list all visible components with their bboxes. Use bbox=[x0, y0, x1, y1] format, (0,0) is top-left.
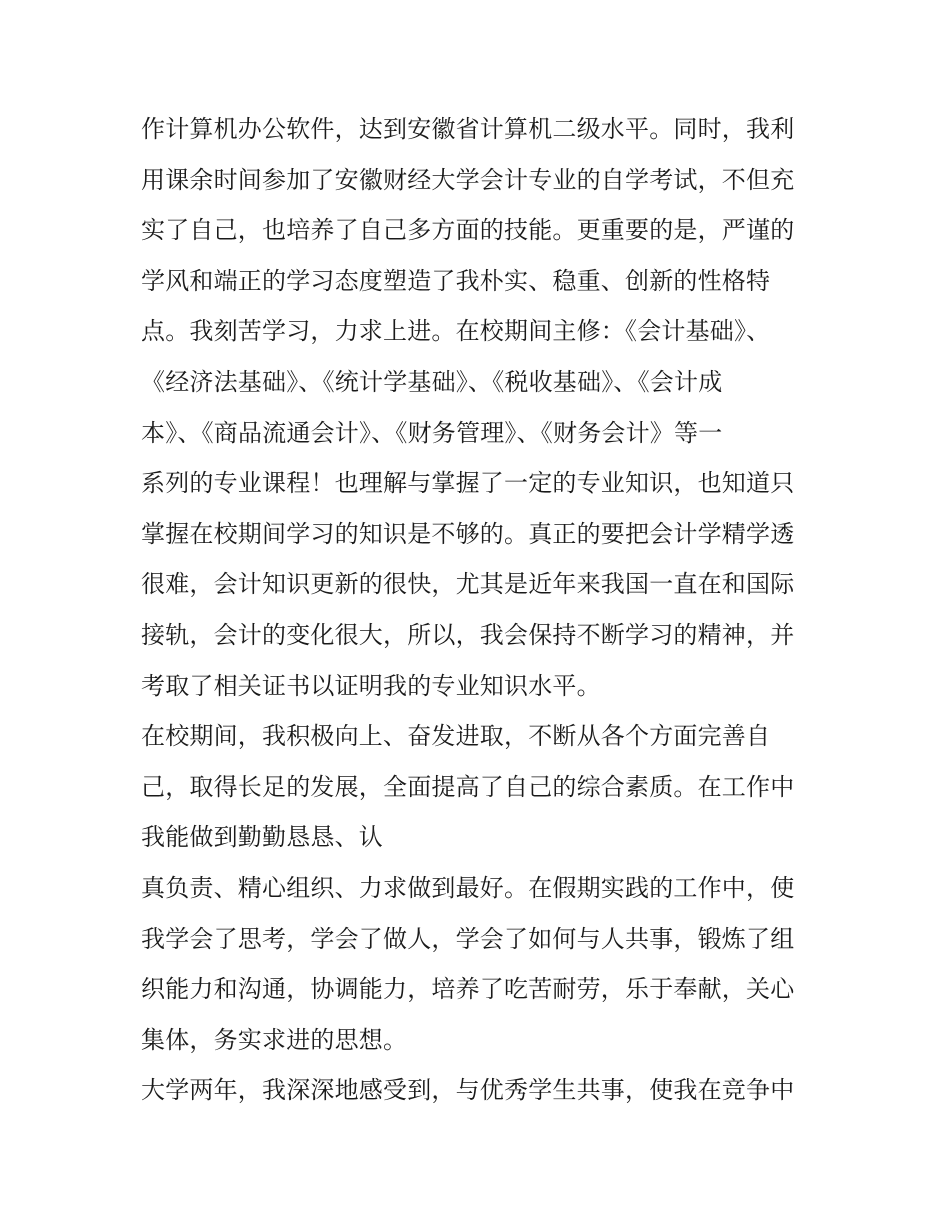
document-body-text bbox=[141, 104, 821, 1116]
text-line: 作计算机办公软件，达到安徽省计算机二级水平。同时，我利 bbox=[141, 115, 795, 143]
text-line: 本》、《商品流通会计》、《财务管理》、《财务会计》等一 bbox=[141, 418, 723, 447]
text-line: 真负责、精心组织、力求做到最好。在假期实践的工作中，使 bbox=[141, 873, 795, 902]
text-line: 很难，会计知识更新的很快，尤其是近年来我国一直在和国际 bbox=[141, 570, 795, 599]
text-line: 用课余时间参加了安徽财经大学会计专业的自学考试，不但充 bbox=[141, 165, 795, 194]
text-line: 大学两年，我深深地感受到，与优秀学生共事，使我在竞争中 bbox=[141, 1076, 795, 1105]
text-line: 织能力和沟通，协调能力，培养了吃苦耐劳，乐于奉献，关心 bbox=[141, 975, 795, 1004]
text-line: 考取了相关证书以证明我的专业知识水平。 bbox=[141, 671, 601, 700]
text-line: 在校期间，我积极向上、奋发进取，不断从各个方面完善自 bbox=[141, 722, 771, 751]
text-line: 点。我刻苦学习，力求上进。在校期间主修：《会计基础》、 bbox=[141, 317, 771, 346]
text-line: 掌握在校期间学习的知识是不够的。真正的要把会计学精学透 bbox=[141, 519, 795, 548]
text-line: 系列的专业课程！也理解与掌握了一定的专业知识，也知道只 bbox=[141, 469, 795, 498]
text-line: 实了自己，也培养了自己多方面的技能。更重要的是，严谨的 bbox=[141, 216, 795, 245]
text-line: 接轨，会计的变化很大，所以，我会保持不断学习的精神，并 bbox=[141, 620, 795, 649]
text-line: 我学会了思考，学会了做人，学会了如何与人共事，锻炼了组 bbox=[141, 924, 795, 953]
text-line: 我能做到勤勤恳恳、认 bbox=[141, 823, 383, 852]
text-line: 集体，务实求进的思想。 bbox=[141, 1025, 408, 1054]
text-line: 学风和端正的学习态度塑造了我朴实、稳重、创新的性格特 bbox=[141, 266, 771, 295]
text-line: 己，取得长足的发展，全面提高了自己的综合素质。在工作中 bbox=[141, 772, 795, 801]
text-line: 《经济法基础》、《统计学基础》、《税收基础》、《会计成 bbox=[141, 367, 723, 396]
